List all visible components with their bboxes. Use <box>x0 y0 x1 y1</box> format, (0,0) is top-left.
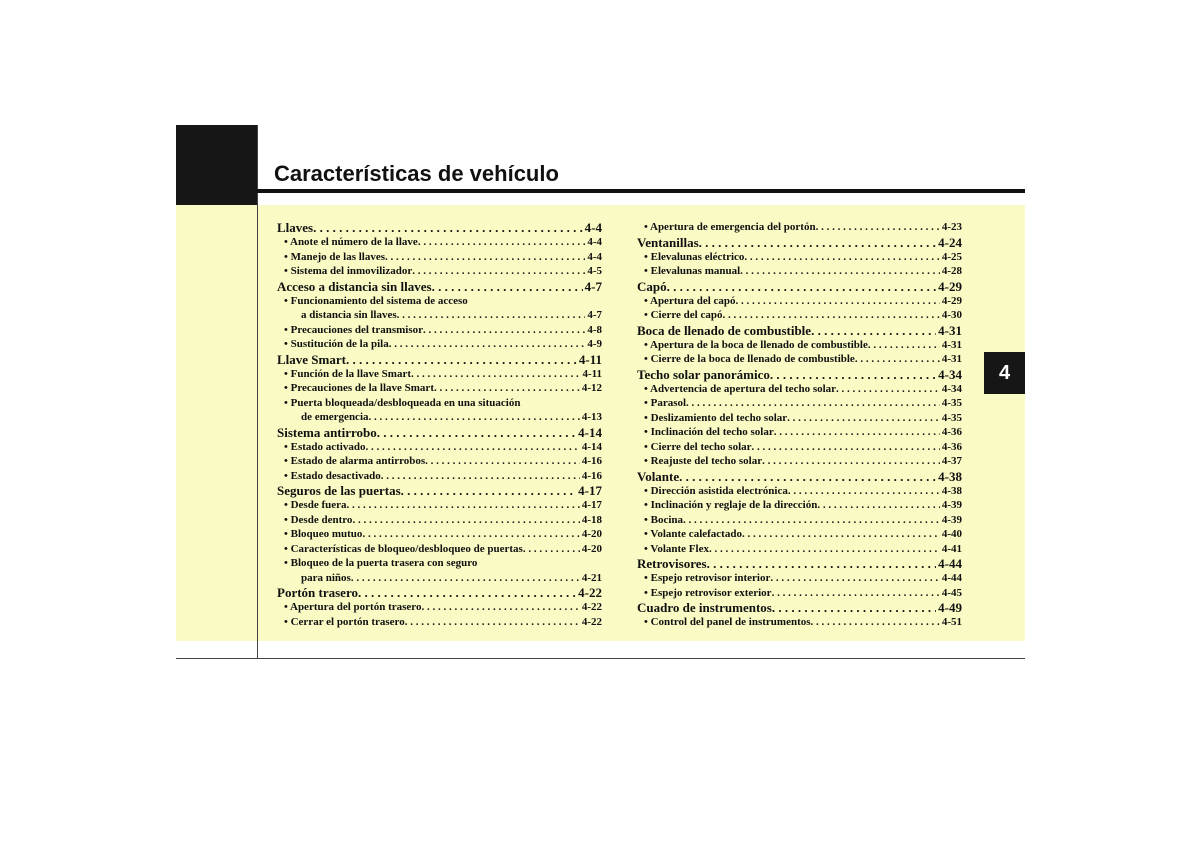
toc-subentry[interactable]: • Cierre del techo solar . . . 4-36 <box>637 440 962 455</box>
toc-subentry[interactable]: • Bocina . . . 4-39 <box>637 513 962 528</box>
toc-subentry[interactable]: a distancia sin llaves . . . 4-7 <box>277 308 602 323</box>
toc-entry[interactable]: Portón trasero . . . 4-22 <box>277 585 602 600</box>
toc-right-column <box>637 220 962 630</box>
toc-subentry-line[interactable]: • Puerta bloqueada/desbloqueada en una situación <box>284 396 521 409</box>
page-title: Características de vehículo <box>274 161 559 186</box>
toc-subentry[interactable]: • Apertura de emergencia del portón . . . 4-23 <box>637 220 962 235</box>
toc-subentry[interactable]: • Elevalunas manual . . . 4-28 <box>637 264 962 279</box>
toc-subentry[interactable]: • Elevalunas eléctrico . . . 4-25 <box>637 250 962 265</box>
toc-subentry[interactable]: • Apertura de la boca de llenado de combustible . . . 4-31 <box>637 338 962 353</box>
toc-subentry[interactable]: • Sustitución de la pila . . . 4-9 <box>277 337 602 352</box>
toc-subentry[interactable]: • Precauciones del transmisor . . . 4-8 <box>277 323 602 338</box>
toc-subentry[interactable]: • Desde dentro . . . 4-18 <box>277 513 602 528</box>
toc-subentry[interactable]: • Estado desactivado . . . 4-16 <box>277 469 602 484</box>
toc-subentry[interactable]: • Parasol . . . 4-35 <box>637 396 962 411</box>
toc-entry[interactable]: Llaves . . . 4-4 <box>277 220 602 235</box>
chapter-number: 4 <box>998 361 1011 384</box>
toc-subentry[interactable]: • Estado activado . . . 4-14 <box>277 440 602 455</box>
toc-entry[interactable]: Cuadro de instrumentos . . . 4-49 <box>637 600 962 615</box>
toc-subentry[interactable]: • Apertura del capó . . . 4-29 <box>637 294 962 309</box>
toc-entry[interactable]: Ventanillas . . . 4-24 <box>637 235 962 250</box>
toc-subentry[interactable]: • Cierre de la boca de llenado de combustible . . . 4-31 <box>637 352 962 367</box>
toc-entry[interactable]: Techo solar panorámico . . . 4-34 <box>637 367 962 382</box>
toc-subentry[interactable]: • Cierre del capó . . . 4-30 <box>637 308 962 323</box>
toc-subentry[interactable]: • Cerrar el portón trasero . . . 4-22 <box>277 615 602 630</box>
toc-entry[interactable]: Seguros de las puertas . . . 4-17 <box>277 483 602 498</box>
toc-subentry[interactable]: de emergencia . . . 4-13 <box>277 410 602 425</box>
toc-subentry[interactable]: • Sistema del inmovilizador . . . 4-5 <box>277 264 602 279</box>
toc-subentry[interactable]: • Deslizamiento del techo solar . . . 4-35 <box>637 411 962 426</box>
toc-entry[interactable]: Acceso a distancia sin llaves . . . 4-7 <box>277 279 602 294</box>
toc-entry[interactable]: Boca de llenado de combustible . . . 4-31 <box>637 323 962 338</box>
bottom-rule <box>176 658 1025 659</box>
toc-subentry[interactable]: • Volante Flex . . . 4-41 <box>637 542 962 557</box>
toc-entry[interactable]: Retrovisores . . . 4-44 <box>637 556 962 571</box>
toc-entry[interactable]: Sistema antirrobo . . . 4-14 <box>277 425 602 440</box>
toc-subentry[interactable]: • Función de la llave Smart . . . 4-11 <box>277 367 602 382</box>
toc-subentry[interactable]: • Estado de alarma antirrobos . . . 4-16 <box>277 454 602 469</box>
toc-subentry[interactable]: • Control del panel de instrumentos . . . 4-51 <box>637 615 962 630</box>
toc-subentry[interactable]: • Reajuste del techo solar . . . 4-37 <box>637 454 962 469</box>
left-margin-panel <box>176 205 257 641</box>
toc-subentry[interactable]: • Advertencia de apertura del techo solar . . . 4-34 <box>637 382 962 397</box>
toc-subentry-line[interactable]: • Funcionamiento del sistema de acceso <box>284 294 468 307</box>
toc-subentry[interactable]: • Precauciones de la llave Smart . . . 4-12 <box>277 381 602 396</box>
toc-subentry[interactable]: • Espejo retrovisor exterior . . . 4-45 <box>637 586 962 601</box>
toc-subentry[interactable]: • Inclinación del techo solar . . . 4-36 <box>637 425 962 440</box>
toc-subentry-line[interactable]: • Bloqueo de la puerta trasera con seguro <box>284 557 478 569</box>
toc-subentry[interactable]: • Bloqueo mutuo . . . 4-20 <box>277 527 602 542</box>
toc-entry[interactable]: Llave Smart . . . 4-11 <box>277 352 602 367</box>
toc-subentry[interactable]: • Dirección asistida electrónica . . . 4-38 <box>637 484 962 499</box>
toc-subentry[interactable]: • Espejo retrovisor interior . . . 4-44 <box>637 571 962 586</box>
toc-subentry[interactable]: para niños . . . 4-21 <box>277 571 602 586</box>
toc-entry[interactable]: Capó . . . 4-29 <box>637 279 962 294</box>
toc-subentry[interactable]: • Manejo de las llaves . . . 4-4 <box>277 250 602 265</box>
toc-subentry[interactable]: • Desde fuera . . . 4-17 <box>277 498 602 513</box>
toc-subentry[interactable]: • Volante calefactado . . . 4-40 <box>637 527 962 542</box>
title-rule <box>257 189 1025 193</box>
corner-block <box>176 125 257 205</box>
toc-left-column <box>277 220 602 629</box>
toc-subentry[interactable]: • Características de bloqueo/desbloqueo de puertas . . . 4-20 <box>277 542 602 557</box>
toc-subentry[interactable]: • Inclinación y reglaje de la dirección . . . 4-39 <box>637 498 962 513</box>
toc-subentry[interactable]: • Anote el número de la llave . . . 4-4 <box>277 235 602 250</box>
chapter-tab <box>984 352 1025 394</box>
toc-entry[interactable]: Volante . . . 4-38 <box>637 469 962 484</box>
vertical-rule <box>257 125 258 659</box>
toc-subentry[interactable]: • Apertura del portón trasero . . . 4-22 <box>277 600 602 615</box>
